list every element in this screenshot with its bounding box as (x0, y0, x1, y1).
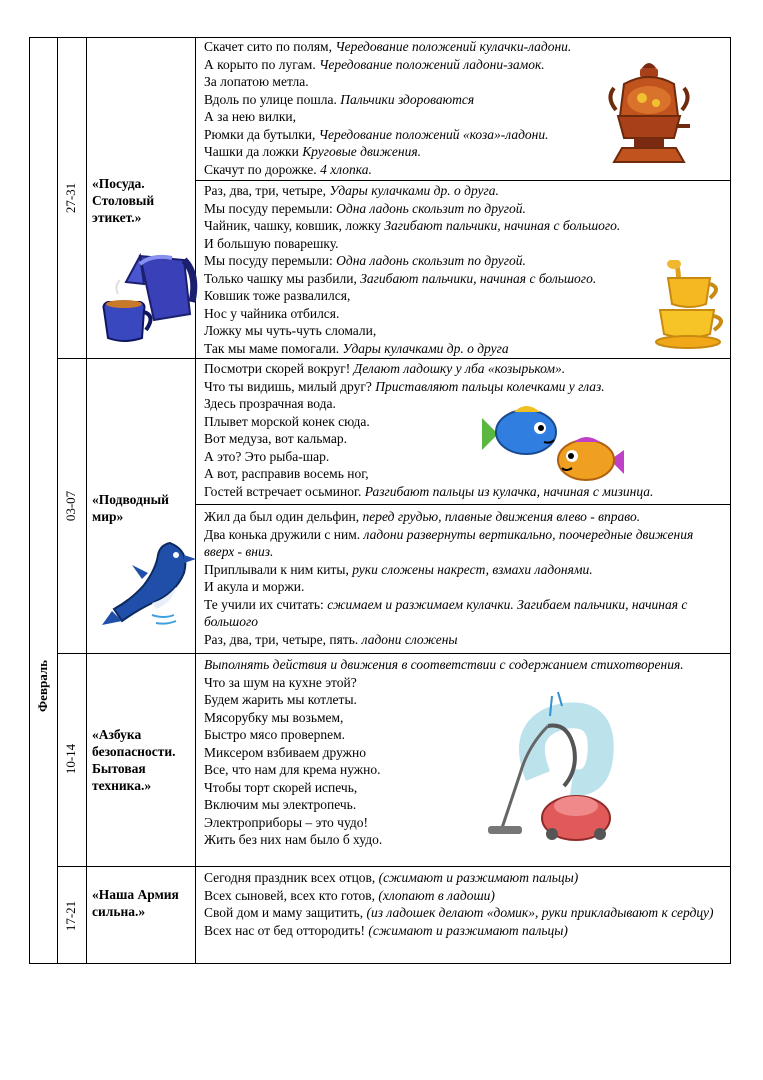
poem-line (204, 904, 728, 922)
poem-text: За лопатою метла. (204, 74, 309, 89)
poem-line (204, 287, 728, 305)
poem-line (204, 38, 728, 56)
col-divider (86, 38, 87, 963)
vacuum-cleaner-image (468, 686, 620, 848)
poem-line: Электроприборы – это чудо! (204, 814, 368, 830)
poem-text: Нос у чайника отбился. (204, 305, 340, 321)
poem-line (204, 448, 728, 466)
poem-text: Раз, два, три, четыре, пять. (204, 631, 362, 647)
poem-line (204, 596, 724, 631)
poem-text: Мы посуду перемыли: (204, 253, 337, 268)
poem-text: Скачет сито по полям, (204, 39, 336, 54)
movement-instruction: Удары кулачками др. о друга (342, 340, 509, 356)
poem-text: И большую поварешку. (204, 235, 339, 251)
poem-text: И акула и моржи. (204, 579, 305, 594)
movement-instruction: Приставляют пальцы колечками у глаз. (375, 378, 605, 394)
poem-text: Свой дом и маму защитить, (204, 905, 367, 920)
poem-line: Быстро мясо проверnем. (204, 727, 346, 742)
poem-line (204, 887, 728, 905)
dolphin-image (92, 533, 198, 629)
poem-line (204, 869, 728, 887)
movement-instruction: 4 хлопка. (320, 161, 372, 177)
row-divider (195, 180, 730, 181)
movement-instruction: руки сложены накрест, взмахи ладонями. (352, 561, 593, 577)
poem-text: Жил да был один дельфин, (204, 509, 363, 524)
movement-instruction: перед грудью, плавные движения влево - вправо. (362, 509, 641, 524)
poem-text: Плывет морской конек сюда. (204, 413, 370, 429)
poem-line (204, 360, 728, 378)
week-dates: 17-21 (63, 900, 78, 932)
poem-text: Всех нас от бед оттородить! (204, 922, 369, 938)
row-divider (57, 866, 730, 867)
movement-instruction: (сжимают и разжимают пальцы) (368, 922, 568, 938)
poem-block (200, 360, 728, 500)
movement-instruction: (из ладошек делают «домик», руки прикладывают к сердцу) (366, 905, 714, 920)
movement-instruction: ладони сложены (361, 631, 458, 647)
week-topic: «Наша Армия сильна.» (92, 887, 179, 919)
fish-image (474, 398, 634, 484)
poem-line (204, 305, 728, 323)
poem-line (204, 270, 728, 288)
poem-text: Всех сыновей, всех кто готов, (204, 887, 379, 903)
poem-block (200, 508, 724, 648)
poem-text: Здесь прозрачная вода. (204, 396, 336, 411)
week-topic: «Подводный мир» (92, 492, 169, 524)
poem-text: Что ты видишь, милый друг? (204, 378, 376, 394)
movement-instruction: Круговые движения. (302, 144, 422, 159)
poem-block (200, 182, 728, 357)
poem-line: Чтобы торт скорей испечь, (204, 779, 358, 795)
poem-text: Два конька дружили с ним. (204, 526, 364, 542)
poem-line (204, 395, 728, 413)
poem-text: Те учили их считать: (204, 596, 328, 612)
row-divider (57, 653, 730, 654)
plan-table (29, 37, 731, 964)
poem-line: Все, что нам для крема нужно. (204, 762, 381, 777)
week-topic: «Посуда. Столовый этикет.» (92, 176, 155, 225)
poem-text: Скачут по дорожке. (204, 161, 321, 177)
poem-line: Миксером взбиваем дружно (204, 744, 366, 760)
poem-line (204, 526, 724, 561)
poem-text: Так мы маме помогали. (204, 340, 343, 356)
movement-instruction: (хлопают в ладоши) (378, 887, 495, 903)
poem-line (204, 922, 728, 940)
poem-text: Ковшик тоже развалился, (204, 288, 351, 303)
movement-instruction: Делают ладошку у лба «козырьком». (353, 361, 566, 376)
week-dates: 27-31 (63, 182, 78, 214)
poem-text: Гостей встречает осьминог. (204, 483, 365, 499)
row-divider (195, 504, 730, 505)
poem-line (204, 578, 724, 596)
poem-text: Мы посуду перемыли: (204, 200, 337, 216)
poem-line (204, 217, 728, 235)
poem-line (204, 340, 728, 358)
poem-line (204, 561, 724, 579)
poem-line (204, 200, 728, 218)
poem-line: Включим мы электропечь. (204, 797, 357, 812)
movement-instruction: (сжимают и разжимают пальцы) (378, 870, 579, 885)
poem-text: Чашки да ложки (204, 144, 303, 159)
poem-text: Только чашку мы разбили, (204, 270, 361, 286)
samovar-image (604, 58, 694, 170)
poem-line: Будем жарить мы котлеты. (204, 692, 357, 707)
poem-line (204, 631, 724, 649)
poem-text: А это? Это рыба-шар. (204, 448, 330, 464)
poem-line: Жить без них нам было б худо. (204, 832, 383, 847)
movement-instruction: Одна ладонь скользит по другой. (336, 200, 526, 216)
poem-line (204, 508, 724, 526)
poem-text: Ложку мы чуть-чуть сломали, (204, 323, 377, 338)
poem-text: Чайник, чашку, ковшик, ложку (204, 218, 385, 233)
movement-instruction: Одна ладонь скользит по другой. (336, 253, 526, 268)
movement-instruction: Чередование положений кулачки-ладони. (335, 39, 572, 54)
poem-line (204, 235, 728, 253)
poem-text: А вот, расправив восемь ног, (204, 466, 369, 481)
poem-text: Посмотри скорей вокруг! (204, 361, 354, 376)
col-divider (57, 38, 58, 963)
poem-text: Вдоль по улице пошла. (204, 91, 341, 107)
poem-text: А за нею вилки, (204, 109, 296, 124)
movement-instruction: Удары кулачками др. о друга. (329, 183, 499, 198)
poem-text: А корыто по лугам. (204, 56, 320, 72)
movement-instruction: Загибают пальчики, начиная с большого. (384, 218, 621, 233)
teapot-image (92, 244, 200, 346)
teacups-image (654, 260, 730, 350)
poem-text: Сегодня праздник всех отцов, (204, 870, 379, 885)
poem-text: Рюмки да бутылки, (204, 126, 319, 142)
poem-line (204, 378, 728, 396)
poem-line: Что за шум на кухне этой? (204, 674, 357, 690)
movement-instruction: Разгибают пальцы из кулачка, начиная с мизинца. (364, 483, 654, 499)
week-topic: «Азбука безопасности. Бытовая техника.» (92, 727, 176, 793)
poem-line (204, 465, 728, 483)
poem-line (204, 430, 728, 448)
poem-line (204, 182, 728, 200)
movement-instruction: сжимаем и разжимаем кулачки. Загибаем пальчики, начиная с большого (204, 596, 688, 629)
poem-line (204, 322, 728, 340)
instruction-text: Выполнять действия и движения в соответствии с содержанием стихотворения. (204, 657, 684, 672)
movement-instruction: Чередование положений «коза»-ладони. (318, 126, 549, 142)
movement-instruction: Пальчики здороваются (340, 91, 475, 107)
movement-instruction: Загибают пальчики, начиная с большого. (360, 270, 597, 286)
poem-text: Раз, два, три, четыре, (204, 183, 330, 198)
poem-block (200, 869, 728, 939)
poem-line (204, 483, 728, 501)
poem-line (204, 413, 728, 431)
week-dates: 03-07 (63, 490, 78, 522)
month-label: Февраль (35, 660, 50, 712)
poem-line (204, 252, 728, 270)
movement-instruction: Чередование положений ладони-замок. (319, 56, 545, 72)
poem-block (200, 656, 728, 849)
poem-line: Мясорубку мы возьмем, (204, 709, 344, 725)
week-dates: 10-14 (63, 743, 78, 775)
poem-text: Вот медуза, вот кальмар. (204, 431, 347, 446)
movement-instruction: ладони развернуты вертикально, поочередные движения вверх - вниз. (204, 526, 694, 559)
row-divider (57, 358, 730, 359)
poem-text: Приплывали к ним киты, (204, 561, 353, 577)
